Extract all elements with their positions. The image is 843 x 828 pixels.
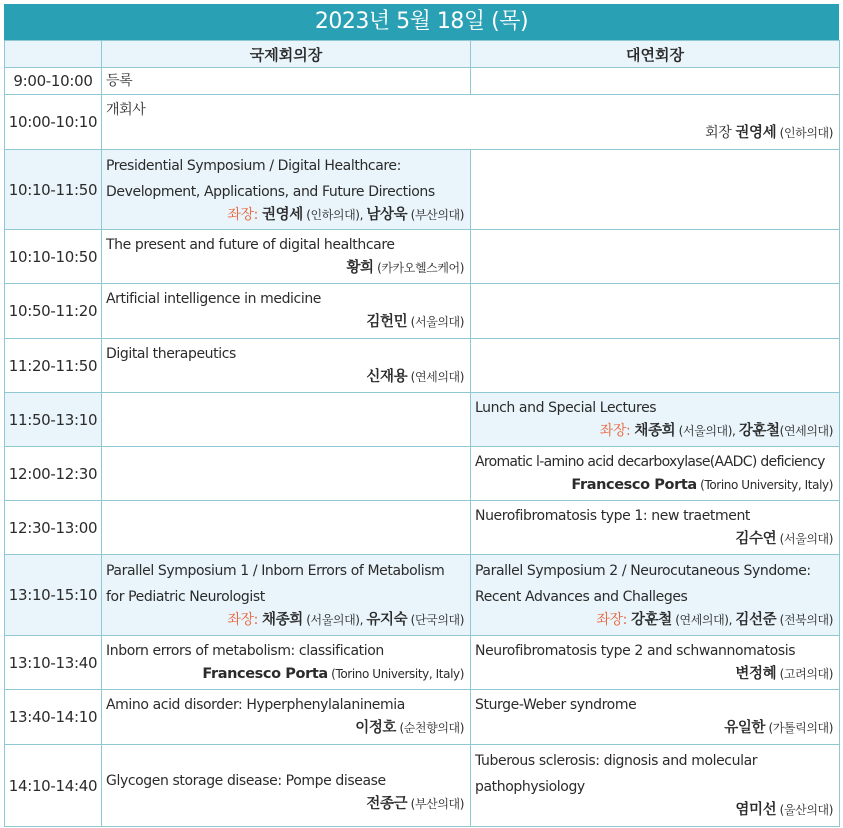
speaker-affiliation: (연세의대)	[407, 369, 464, 384]
talk-title: Neurofibromatosis type 2 and schwannomatosis	[475, 642, 796, 659]
session-cell	[471, 284, 840, 339]
speaker	[102, 123, 839, 147]
speaker	[471, 664, 839, 688]
talk-title: Glycogen storage disease: Pompe disease	[106, 772, 386, 789]
chair-name: 채종희	[634, 422, 676, 439]
time-header	[5, 41, 102, 68]
table-row	[5, 690, 840, 745]
chair-name: 김선준	[735, 612, 777, 628]
speaker-affiliation: (인하의대)	[776, 126, 833, 140]
session-cell	[471, 447, 840, 501]
session-title: Lunch and Special Lectures	[475, 399, 657, 416]
session-cell	[102, 393, 471, 447]
chair-affiliation: (전북의대)	[776, 613, 833, 627]
room1-header: 국제회의장	[102, 41, 471, 68]
speaker-name: 신재용	[366, 368, 408, 385]
chairs	[471, 421, 839, 445]
speaker-name: Francesco Porta	[571, 476, 697, 493]
table-row	[5, 284, 840, 339]
speaker-affiliation: (부산의대)	[407, 796, 464, 811]
session-cell	[102, 636, 471, 690]
speaker-name: 유일한	[724, 720, 766, 736]
time-cell: 10:50-11:20	[5, 284, 102, 339]
time-cell: 11:20-11:50	[5, 339, 102, 393]
time-cell: 10:10-11:50	[5, 150, 102, 230]
chair-label: 좌장:	[227, 612, 258, 628]
chair-affiliation: (인하의대),	[302, 207, 367, 222]
chair-affiliation: (부산의대)	[407, 207, 464, 222]
table-row	[5, 745, 840, 827]
session-cell	[102, 150, 471, 230]
session-cell	[471, 68, 840, 95]
chair-label: 좌장:	[227, 206, 258, 223]
table-row	[5, 150, 840, 230]
talk-title: Amino acid disorder: Hyperphenylalaninemia	[106, 697, 405, 713]
chair-name: 유지숙	[366, 612, 408, 628]
time-cell: 11:50-13:10	[5, 393, 102, 447]
session-cell	[102, 68, 471, 95]
talk-title: Digital therapeutics	[106, 345, 236, 362]
time-cell: 13:10-15:10	[5, 555, 102, 636]
table-row	[5, 555, 840, 636]
chair-name: 남상욱	[366, 206, 408, 223]
time-cell: 10:10-10:50	[5, 230, 102, 284]
speaker-name: 변정혜	[735, 665, 777, 682]
speaker	[102, 258, 470, 282]
session-cell	[102, 230, 471, 284]
session-cell	[471, 501, 840, 555]
session-title: 등록	[106, 73, 133, 89]
chair-affiliation: (연세의대),	[671, 613, 736, 627]
speaker-affiliation: (Torino University, Italy)	[327, 666, 464, 681]
speaker-name: 염미선	[735, 801, 777, 818]
talk-title: The present and future of digital healthcare	[106, 236, 395, 253]
time-cell: 12:00-12:30	[5, 447, 102, 501]
table-row	[5, 339, 840, 393]
session-title: Parallel Symposium 1 / Inborn Errors of Metabolism for Pediatric Neurologist	[106, 563, 445, 605]
chair-affiliation: (서울의대),	[675, 423, 739, 438]
time-cell: 14:10-14:40	[5, 745, 102, 827]
time-cell: 13:40-14:10	[5, 690, 102, 745]
speaker-name: Francesco Porta	[202, 665, 328, 682]
chairs	[102, 610, 470, 634]
table-row	[5, 447, 840, 501]
session-title: Presidential Symposium / Digital Healthcare: Development, Applications, and Future Directions	[106, 157, 435, 200]
chair-affiliation: (연세의대)	[779, 423, 833, 438]
session-title: Parallel Symposium 2 / Neurocutaneous Syndome: Recent Advances and Challeges	[475, 563, 811, 605]
speaker-affiliation: (순천향의대)	[396, 721, 464, 735]
schedule	[4, 4, 839, 827]
session-cell	[471, 393, 840, 447]
session-cell	[102, 284, 471, 339]
talk-title: Sturge-Weber syndrome	[475, 697, 637, 713]
speaker-affiliation: (고려의대)	[776, 666, 833, 681]
session-cell	[102, 447, 471, 501]
speaker-affiliation: (Torino University, Italy)	[696, 477, 833, 492]
speaker	[102, 312, 470, 336]
speaker	[471, 800, 839, 824]
time-cell: 12:30-13:00	[5, 501, 102, 555]
chair-name: 채종희	[262, 612, 303, 628]
session-cell	[471, 636, 840, 690]
speaker	[471, 718, 839, 742]
speaker	[471, 475, 839, 499]
chair-label: 좌장:	[599, 422, 635, 439]
time-cell: 10:00-10:10	[5, 95, 102, 150]
speaker	[102, 718, 470, 742]
table-row	[5, 393, 840, 447]
speaker-name: 권영세	[735, 125, 777, 141]
session-cell	[102, 339, 471, 393]
session-cell	[102, 501, 471, 555]
chair-affiliation: (단국의대)	[407, 613, 464, 627]
session-title: 개회사	[106, 102, 146, 118]
speaker-affiliation: (울산의대)	[776, 802, 833, 817]
time-cell: 9:00-10:00	[5, 68, 102, 95]
talk-title: Artificial intelligence in medicine	[106, 291, 322, 307]
chair-label: 좌장:	[596, 612, 627, 628]
speaker-name: 황희	[346, 259, 374, 276]
chairs	[102, 205, 470, 229]
speaker-name: 김수연	[735, 530, 777, 547]
session-cell	[471, 555, 840, 636]
chair-name: 강훈철	[738, 422, 780, 439]
session-cell	[471, 339, 840, 393]
chair-affiliation: (서울의대),	[302, 613, 367, 627]
talk-title: Aromatic l-amino acid decarboxylase(AADC) deficiency	[475, 453, 825, 470]
speaker-role: 회장	[705, 125, 736, 141]
schedule-title: 2023년 5월 18일 (목)	[4, 4, 839, 40]
session-cell	[471, 690, 840, 745]
table-row	[5, 501, 840, 555]
header-row	[5, 41, 840, 68]
chairs	[471, 610, 839, 634]
chair-name: 권영세	[262, 206, 303, 223]
table-row	[5, 230, 840, 284]
speaker	[102, 664, 470, 688]
session-cell	[102, 95, 840, 150]
speaker-affiliation: (서울의대)	[776, 531, 833, 546]
session-cell	[471, 230, 840, 284]
room2-header: 대연회장	[471, 41, 840, 68]
session-cell	[102, 690, 471, 745]
table-row	[5, 68, 840, 95]
time-cell: 13:10-13:40	[5, 636, 102, 690]
session-cell	[471, 745, 840, 827]
chair-name: 강훈철	[631, 612, 672, 628]
session-cell	[471, 150, 840, 230]
speaker-name: 전종근	[366, 795, 408, 812]
talk-title: Inborn errors of metabolism: classification	[106, 642, 384, 659]
speaker-name: 이정호	[355, 720, 397, 736]
speaker	[102, 794, 470, 818]
table-row	[5, 636, 840, 690]
session-cell	[102, 745, 471, 827]
speaker-affiliation: (서울의대)	[407, 315, 464, 329]
speaker-affiliation: (가톨릭의대)	[765, 721, 833, 735]
session-cell	[102, 555, 471, 636]
table-row	[5, 95, 840, 150]
schedule-table	[4, 40, 840, 827]
talk-title: Nuerofibromatosis type 1: new traetment	[475, 507, 751, 524]
speaker	[102, 367, 470, 391]
speaker-affiliation: (카카오헬스케어)	[373, 260, 464, 275]
talk-title: Tuberous sclerosis: dignosis and molecular pathophysiology	[475, 752, 758, 795]
speaker	[471, 529, 839, 553]
speaker-name: 김헌민	[366, 314, 408, 330]
